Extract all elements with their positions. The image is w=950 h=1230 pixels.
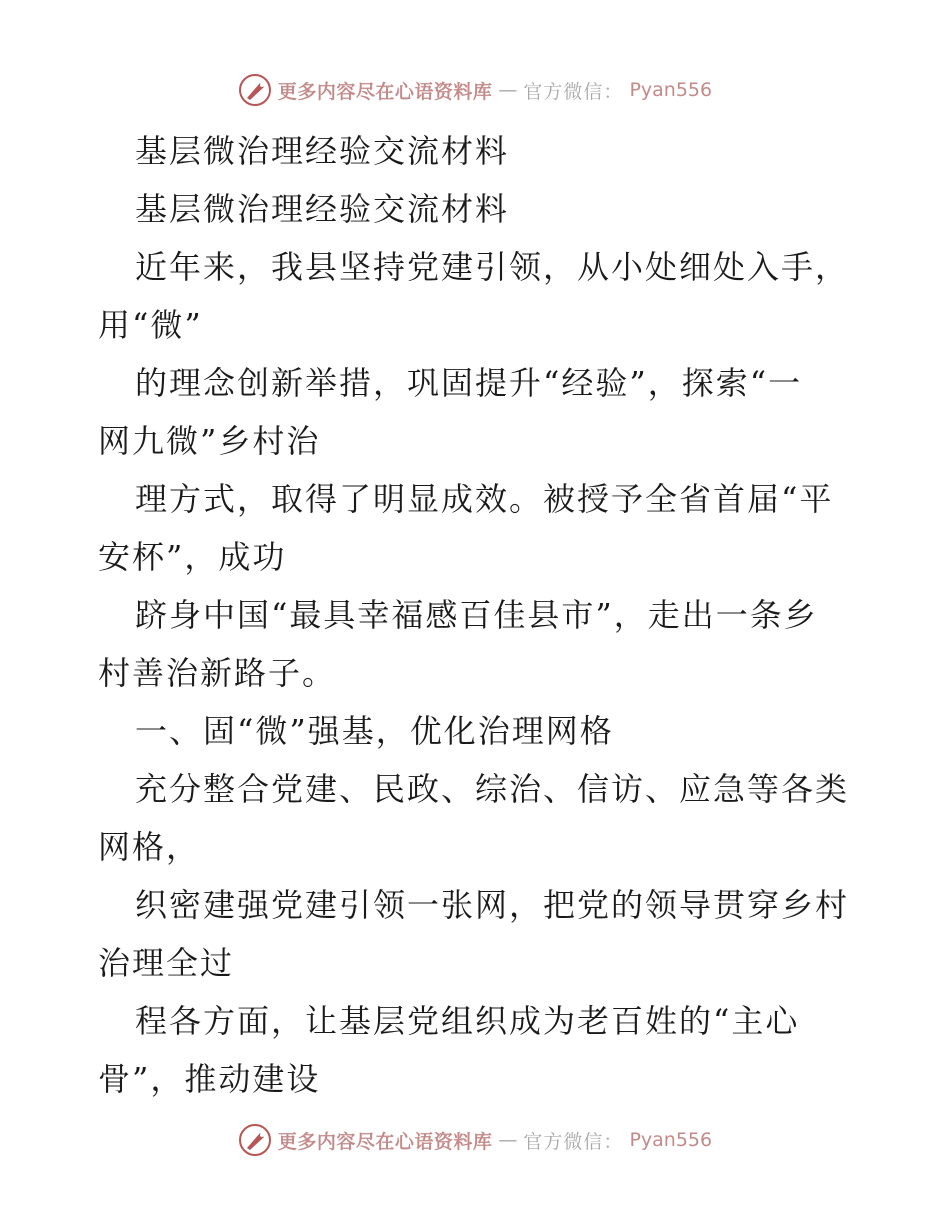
paragraph-line: 网格， <box>98 828 201 866</box>
header-banner <box>0 70 950 110</box>
paragraph-line: 的理念创新举措，巩固提升“经验”，探索“一 <box>135 364 803 402</box>
pen-nib-logo-icon <box>238 1123 272 1157</box>
paragraph-line: 治理全过 <box>98 944 235 982</box>
document-body <box>98 122 858 1108</box>
paragraph-line: 用“微” <box>98 306 203 344</box>
banner-brand-text: 更多内容尽在心语资料库 <box>277 1130 493 1153</box>
paragraph-line: 充分整合党建、民政、综治、信访、应急等各类 <box>135 770 850 808</box>
doc-title: 基层微治理经验交流材料 <box>135 132 510 170</box>
banner-separator: — <box>498 1129 518 1151</box>
banner-brand-text: 更多内容尽在心语资料库 <box>277 80 493 103</box>
paragraph-line: 骨”，推动建设 <box>98 1060 321 1098</box>
paragraph-line: 理方式，取得了明显成效。被授予全省首届“平 <box>135 480 834 518</box>
banner-wechat-label: 官方微信： <box>523 1130 624 1153</box>
banner-wechat-label: 官方微信： <box>523 80 624 103</box>
doc-title-repeat: 基层微治理经验交流材料 <box>135 190 510 228</box>
footer-banner <box>0 1120 950 1160</box>
banner-wechat-id: Pyan556 <box>629 79 713 101</box>
paragraph-line: 跻身中国“最具幸福感百佳县市”，走出一条乡 <box>135 596 818 634</box>
section-heading: 一、固“微”强基，优化治理网格 <box>135 712 614 750</box>
banner-separator: — <box>498 79 518 101</box>
paragraph-line: 程各方面，让基层党组织成为老百姓的“主心 <box>135 1002 800 1040</box>
paragraph-line: 网九微”乡村治 <box>98 422 321 460</box>
paragraph-line: 织密建强党建引领一张网，把党的领导贯穿乡村 <box>135 886 850 924</box>
paragraph-line: 村善治新路子。 <box>98 654 337 692</box>
paragraph-line: 安杯”，成功 <box>98 538 287 576</box>
pen-nib-logo-icon <box>238 73 272 107</box>
banner-wechat-id: Pyan556 <box>629 1129 713 1151</box>
paragraph-line: 近年来，我县坚持党建引领，从小处细处入手， <box>135 248 850 286</box>
